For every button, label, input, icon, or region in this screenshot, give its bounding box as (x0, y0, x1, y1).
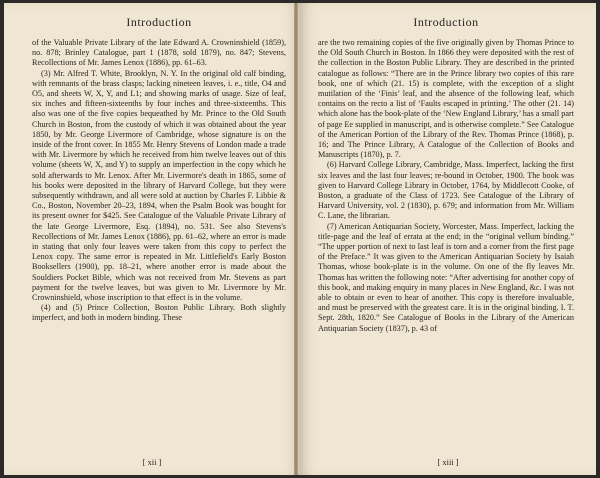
book-spread (4, 3, 596, 475)
book-gutter (294, 3, 298, 475)
paragraph: (4) and (5) Prince Collection, Boston Public Library. Both slightly imperfect, and both in modern binding. These (32, 303, 286, 323)
paragraph: of the Valuable Private Library of the late Edward A. Crowninshield (1859), no. 878; Brinley Catalogue, part 1 (1878, sold 1879), no. 847; Stevens, Recollections of Mr. James Lenox (1886), pp. 61–63. (32, 38, 286, 68)
body-text (318, 38, 574, 334)
left-page (4, 3, 300, 475)
page-number: [ xii ] (142, 457, 162, 467)
page-number: [ xiii ] (437, 457, 459, 467)
right-page (300, 3, 596, 475)
paragraph: are the two remaining copies of the five originally given by Thomas Prince to the Old South Church in Boston. In 1866 they were deposited with the rest of the collection in the Boston Public Library. They are described in the printed catalogue as follows: “There are in the Prince library two copies of this rare book, one of which (21. 15) is complete, with the exception of a slight mutilation of the ‘Finis’ leaf, and the absence of the following leaf, which contains on the recto a list of ‘Faults escaped in printing.’ The other (21. 14) which alone has the book-plate of the ‘New England Library,’ has a small part of page Ee supplied in manuscript, and is otherwise complete.” See Catalogue of the American Portion of the Library of the Rev. Thomas Prince (1868), p. 16; and The Prince Library, A Catalogue of the Collection of Books and Manuscripts (1870), p. 7. (318, 38, 574, 160)
running-head: Introduction (413, 15, 479, 29)
paragraph: (7) American Antiquarian Society, Worcester, Mass. Imperfect, lacking the title-page and the leaf of errata at the end; in the “original vellum binding.” “The upper portion of next to last leaf is torn and a corner from the first page of the Preface.” It was given to the American Antiquarian Society by Isaiah Thomas, whose book-plate is in the volume. On one of the fly leaves Mr. Thomas has written the following note: “After advertising for another copy of this book, and making enquiry in many places in New England, &c. I was not able to obtain or even to hear of another. This copy is therefore invaluable, and must be preserved with the greatest care. It is in the original binding. I. T. Sept. 28th, 1820.” See Catalogue of Books in the Library of the American Antiquarian Society (1837), p. 43 of (318, 221, 574, 333)
body-text (32, 38, 286, 324)
paragraph: (3) Mr. Alfred T. White, Brooklyn, N. Y. In the original old calf binding, with remnants of the brass clasps; lacking nineteen leaves, i. e., title, O4 and O5, and sheets W, X, Y, and L1; and showing marks of usage. Size of leaf, six inches and fifteen-sixteenths by four inches and three-sixteenths. This also was one of the five copies bequeathed by Mr. Prince to the Old South Church in Boston, from the custody of which it was obtained about the year 1850, by Mr. George Livermore of Cambridge, whose signature is on the inside of the front cover. In 1855 Mr. Henry Stevens of London made a trade with Mr. Livermore by which he received from him twelve leaves out of this volume (sheets W, X, and Y) to supply an imperfection in the copy which he sold afterwards to Mr. Lenox. After Mr. Livermore's death in 1865, some of his books were deposited in the library of Harvard College, but they were subsequently withdrawn, and all were sold at auction by Charles F. Libbie & Co., Boston, November 20–23, 1894, when the Psalm Book was bought for its present owner for $425. See Catalogue of the Valuable Private Library of the late George Livermore, Esq. (1894), no. 531. See also Stevens's Recollections of Mr. James Lenox (1886), pp. 61–62, where an error is made in stating that only four leaves were taken from this copy to perfect the Lenox copy. The same error is repeated in Mr. Littlefield's Early Boston Booksellers (1900), pp. 18–21, where another error is made about the Souldiers Pocket Bible, which was not received from Mr. Stevens as part payment for the twelve leaves, but was given to Mr. Livermore by Mr. Crowninshield, whose inscription to that effect is in the volume. (32, 68, 286, 303)
paragraph: (6) Harvard College Library, Cambridge, Mass. Imperfect, lacking the first six leaves and the last four leaves; re-bound in October, 1900. The book was given to Harvard College Library in October, 1764, by Middlecott Cooke, of Boston, a graduate of the Class of 1723. See Catalogue of the Library of Harvard University, vol. 2 (1830), p. 679; and information from Mr. William C. Lane, the librarian. (318, 160, 574, 221)
running-head: Introduction (126, 15, 192, 29)
